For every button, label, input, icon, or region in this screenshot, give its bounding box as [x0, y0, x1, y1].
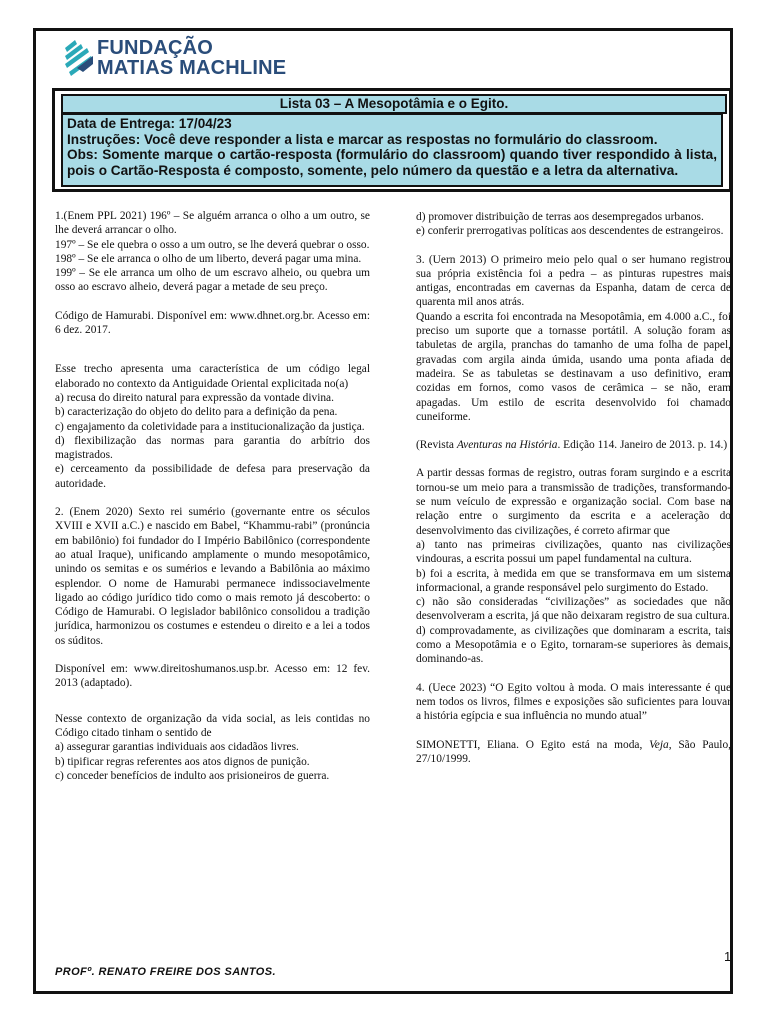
info-box — [61, 113, 723, 187]
instructions: Instruções: Você deve responder a lista e marcar as respostas no formulário do classroom. — [67, 131, 658, 147]
q3-question: A partir dessas formas de registro, outras foram surgindo e a escrita tornou-se um meio para a transmissão de tradições, transformando-se num veículo de expressão e organização social. Com base na relação entre o surgimento da escrita e a aceleração do desenvolvimento das civilizações, é correto afirmar que — [416, 467, 731, 537]
header-box — [52, 88, 732, 192]
q1-line-197: 197º – Se ele quebra o osso a um outro, se lhe deverá quebrar o osso. — [55, 238, 370, 251]
q2-option-a: a) assegurar garantias individuais aos cidadãos livres. — [55, 741, 299, 754]
q2-option-c: c) conceder benefícios de indulto aos prisioneiros de guerra. — [55, 769, 330, 782]
q2-source: Disponível em: www.direitoshumanos.usp.br. Acesso em: 12 fev. 2013 (adaptado). — [55, 663, 370, 690]
q1-source: Código de Hamurabi. Disponível em: www.dhnet.org.br. Acesso em: 6 dez. 2017. — [55, 309, 370, 337]
q4-stem: 4. (Uece 2023) “O Egito voltou à moda. O mais interessante é que nem todos os livros, filmes e exposições são suficientes para louvar a história egípcia e sua influência no mundo atual” — [416, 681, 731, 723]
q3-paragraph-2: Quando a escrita foi encontrada na Mesopotâmia, em 4.000 a.C., foi preciso um suporte que a tornasse portátil. A solução foram as tabuletas de argila, pranchas do tamanho de uma folha de papel, gravadas com argila ainda úmida, usando uma ponta afiada de madeira. Se as tabuletas se destinavam a uso definitivo, eram cozidas em fornos, como vasos de cerâmica – se não, eram apagadas. Um estilo de escrita desenvolvido foi chamado cuneiforme. — [416, 310, 731, 423]
q3-option-b: b) foi a escrita, à medida em que se transformava em um sistema informacional, a grande responsável pelo surgimento do Estado. — [416, 567, 731, 594]
q2-question: Nesse contexto de organização da vida social, as leis contidas no Código citado tinham o sentido de — [55, 712, 370, 739]
logo-line-1: FUNDAÇÃO — [97, 37, 214, 59]
q2-option-b: b) tipificar regras referentes aos atos dignos de punição. — [55, 755, 310, 768]
q1-option-d: d) flexibilização das normas para garantia do arbítrio dos magistrados. — [55, 434, 370, 462]
page-number: 1 — [724, 949, 732, 964]
q1-line-198: 198º – Se ele arranca o olho de um liberto, deverá pagar uma mina. — [55, 252, 362, 265]
q3-source: (Revista Aventuras na História. Edição 114. Janeiro de 2013. p. 14.) — [416, 439, 728, 452]
right-column — [416, 210, 731, 766]
q1-option-c: c) engajamento da coletividade para a institucionalização da justiça. — [55, 420, 365, 433]
foundation-logo — [63, 38, 303, 82]
q2-option-d: d) promover distribuição de terras aos desempregados urbanos. — [416, 211, 704, 223]
left-column — [55, 209, 370, 783]
q2-option-e: e) conferir prerrogativas políticas aos descendentes de estrangeiros. — [416, 225, 724, 238]
q4-source: SIMONETTI, Eliana. O Egito está na moda, Veja, São Paulo, 27/10/1999. — [416, 738, 731, 765]
q1-question: Esse trecho apresenta uma característica de um código legal elaborado no contexto da Antiguidade Oriental explicitada no(a) — [55, 363, 370, 390]
observation: Obs: Somente marque o cartão-resposta (formulário do classroom) quando tiver respondido à lista, pois o Cartão-Resposta é composto, somente, pelo número da questão e a letra da alternativa. — [67, 147, 717, 178]
list-title: Lista 03 – A Mesopotâmia e o Egito. — [61, 94, 727, 114]
q1-stem: 1.(Enem PPL 2021) 196º – Se alguém arranca o olho a um outro, se lhe deverá arrancar o olho. — [55, 210, 370, 237]
q1-option-a: a) recusa do direito natural para expressão da vontade divina. — [55, 391, 334, 404]
q3-option-c: c) não são consideradas “civilizações” as sociedades que não desenvolveram a escrita, já que não deixaram registro de sua cultura. — [416, 596, 731, 623]
q1-option-b: b) caracterização do objeto do delito para a definição da pena. — [55, 406, 338, 419]
q3-stem: 3. (Uern 2013) O primeiro meio pelo qual o ser humano registrou sua própria existência foi a pedra – as pinturas rupestres mais antigas, encontradas em cavernas da Espanha, datam de cerca de quarenta mil anos atrás. — [416, 253, 731, 309]
q2-stem: 2. (Enem 2020) Sexto rei sumério (governante entre os séculos XVIII e XVII a.C.) e nascido em Babel, “Khammu-rabi” (pronúncia em babilônio) foi fundador do I Império Babilônico (correspondente ao atual Iraque), unificando amplamente o mundo mesopotâmico, unindo os semitas e os sumérios e levando a Babilônia ao máximo esplendor. O nome de Hamurabi permanece indissociavelmente ligado ao código jurídico tido como o mais remoto já descoberto: o Código de Hamurabi. O legislador babilônico consolidou a tradição jurídica, harmonizou os costumes e estendeu o direito e a lei a todos os súditos. — [55, 506, 370, 647]
logo-line-2: MATIAS MACHLINE — [97, 57, 287, 79]
q3-option-a: a) tanto nas primeiras civilizações, quanto nas civilizações vindouras, a escrita possui um papel fundamental na cultura. — [416, 538, 731, 566]
teacher-footer: PROFº. RENATO FREIRE DOS SANTOS. — [55, 966, 276, 978]
due-date: Data de Entrega: 17/04/23 — [67, 116, 232, 131]
q1-line-199: 199º – Se ele arranca um olho de um escravo alheio, ou quebra um osso ao escravo alheio, deverá pagar a metade de seu preço. — [55, 267, 370, 294]
q1-option-e: e) cerceamento da possibilidade de defesa para preservação da autoridade. — [55, 463, 370, 490]
logo-stripes-icon — [63, 38, 95, 78]
q3-option-d: d) comprovadamente, as civilizações que dominaram a escrita, tais como a Mesopotâmia e o Egito, tornaram-se superiores às demais, dominando-as. — [416, 624, 731, 666]
